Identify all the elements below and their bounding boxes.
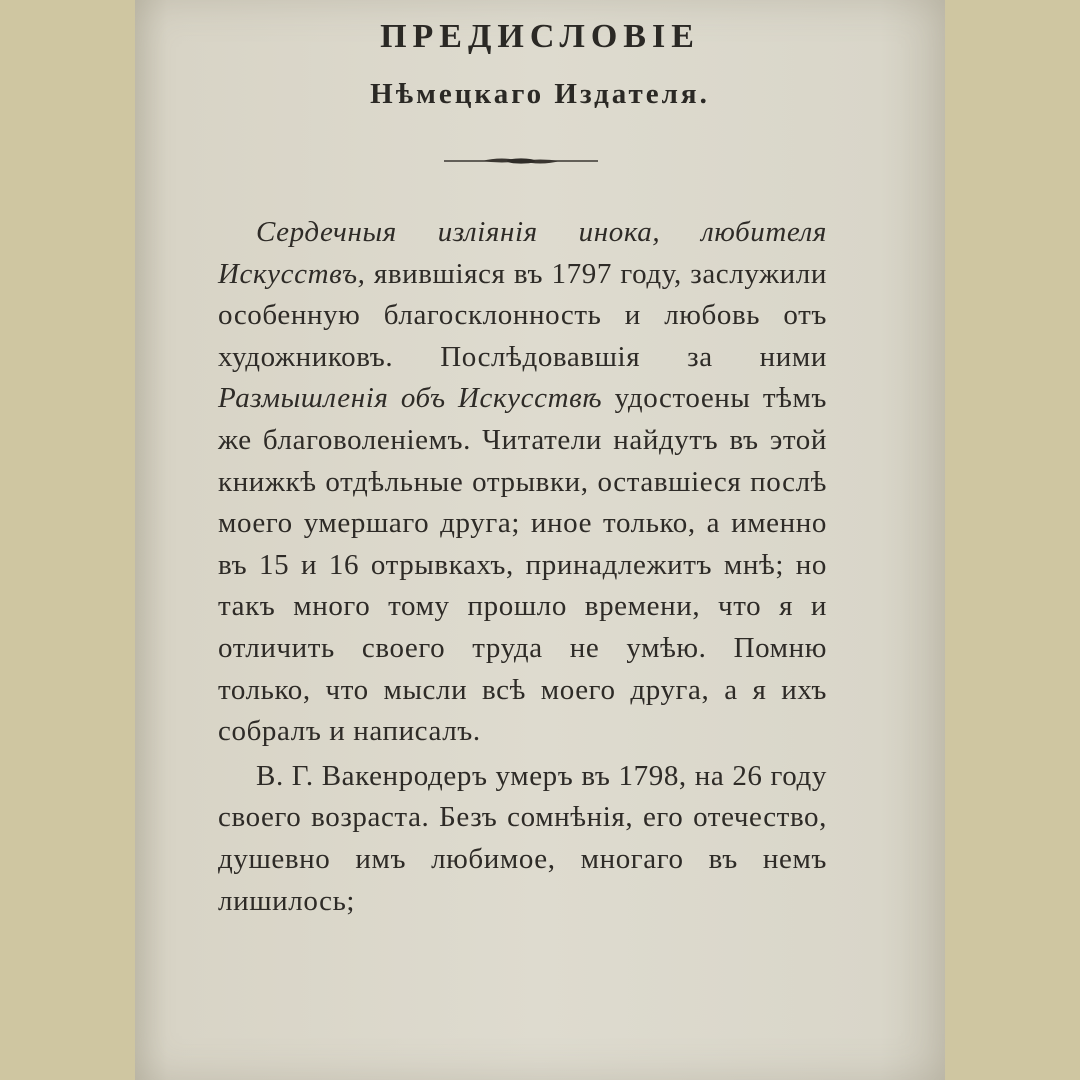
body-text bbox=[218, 212, 827, 922]
italic-phrase: Сердечныя изліянія инока, любителя Искусствъ, bbox=[218, 216, 827, 290]
italic-phrase: Размышленія объ Искусствѣ bbox=[218, 382, 603, 415]
book-page bbox=[135, 0, 945, 1080]
paragraph-1 bbox=[218, 212, 827, 753]
paragraph-2 bbox=[218, 756, 827, 922]
text-run: явившіяся въ 1797 году, заслужили особенную благосклонность и любовь отъ художниковъ. Послѣдовавшія за ними bbox=[218, 257, 827, 373]
page-title: ПРЕДИСЛОВІЕ bbox=[380, 18, 700, 55]
text-run: В. Г. Вакенродеръ умеръ въ 1798, на 26 году своего возраста. Безъ сомнѣнія, его отечество, душевно имъ любимое, многаго въ немъ лишилось; bbox=[218, 759, 827, 917]
page-subtitle: Нѣмецкаго Издателя. bbox=[370, 78, 710, 110]
ornamental-rule-icon bbox=[442, 154, 600, 168]
text-run: удостоены тѣмъ же благоволеніемъ. Читатели найдутъ въ этой книжкѣ отдѣльные отрывки, оставшіеся послѣ моего умершаго друга; иное только, а именно въ 15 и 16 отрывкахъ, принадлежитъ мнѣ; но такъ много тому прошло времени, что я и отличить своего труда не умѣю. Помню только, что мысли всѣ моего друга, а я ихъ собралъ и написалъ. bbox=[218, 382, 827, 748]
